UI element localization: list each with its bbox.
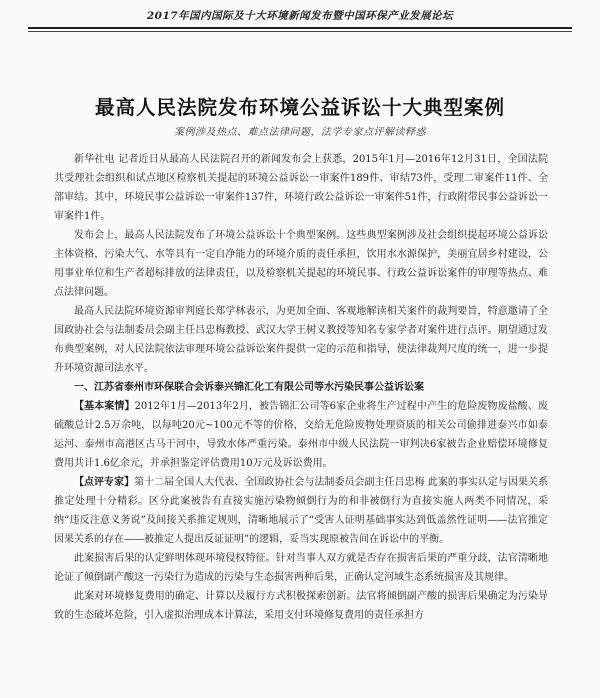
paragraph-case-facts [54,397,548,473]
running-header: 2017年国内国际及十大环境新闻发布暨中国环保产业发展论坛 [146,10,454,22]
paragraph-press-conference: 发布会上，最高人民法院发布了环境公益诉讼十个典型案例。这些典型案例涉及社会组织提起环境公益诉讼主体资格，污染大气、水等具有一定自净能力的环境介质的责任承担，饮用水水源保护，美丽宜居乡村建设，公用事业单位和生产者超标排放的法律责任，以及检察机关提起的环境民事、行政公益诉讼案件的审理等热点、难点法律问题。 [54,230,548,298]
article-title: 最高人民法院发布环境公益诉讼十大典型案例 [94,96,505,119]
header-rule [28,27,572,29]
article-body [54,150,548,625]
section-heading-case-1: 一、江苏省泰州市环保联合会诉泰兴锦汇化工有限公司等水污染民事公益诉讼案 [74,382,424,393]
article-subtitle: 案例涉及热点、难点法律问题，法学专家点评解读释惑 [174,127,426,138]
paragraph-restoration-cost: 此案对环境修复费用的确定、计算以及履行方式积极探索创新。法官将倾倒副产酸的损害后果确定为污染导致的生态破坏危险，引入虚拟治理成本计算法，采用支付环境修复费用的责任承担方 [54,591,548,621]
expert-comment-label: 【点评专家】 [74,477,135,488]
case-facts-label: 【基本案情】 [74,401,135,412]
header-rule-thin [28,31,572,32]
paragraph-expert-review: 最高人民法院环境资源审判庭长郑学林表示，为更加全面、客观地解读相关案件的裁判要旨，特意邀请了全国政协社会与法制委员会副主任吕忠梅教授、武汉大学王树义教授等知名专家学者对案件进行点评。期望通过发布典型案例，对人民法院依法审理环境公益诉讼案件提供一定的示范和指导，使法律裁判尺度的统一，进一步提升环境资源司法水平。 [54,306,548,374]
paragraph-damage-finding: 此案损害后果的认定鲜明体现环境侵权特征。针对当事人双方就是否存在损害后果的严重分歧，法官清晰地论证了倾倒副产酸这一污染行为造成的污染与生态损害两种后果，正确认定河域生态系统损害及其规律。 [54,553,548,583]
paragraph-expert-comment [54,473,548,549]
paragraph-intro: 新华社电 记者近日从最高人民法院召开的新闻发布会上获悉，2015年1月—2016年12月31日，全国法院共受理社会组织和试点地区检察机关提起的环境公益诉讼一审案件189件、审结73件，受理二审案件11件、全部审结。其中，环境民事公益诉讼一审案件137件，环境行政公益诉讼一审案件51件，行政附带民事公益诉讼一审案件1件。 [54,154,548,222]
expert-comment-text: 第十二届全国人大代表、全国政协社会与法制委员会副主任吕忠梅 此案的事实认定与因果关系推定处理十分精彩。区分此案被告有直接实施污染物倾倒行为的和非被倒行为直接实施人两类不同情况，采纳“违反注意义务说”及间接关系推定规则，清晰地展示了“受害人证明基础事实达到低盖然性证明——法官推定因果关系的存在——被推定人提出反证证明”的逻辑，妥当实现原被告间在诉讼中的平衡。 [54,477,548,545]
case-facts-text: 2012年1月—2013年2月，被告锦汇公司等6家企业将生产过程中产生的危险废物废盐酸、废硫酸总计2.5万余吨，以每吨20元~100元不等的价格，交给无危险废物处理资质的相关公司偷排进泰兴市如泰运河、泰州市高港区古马干河中，导致水体严重污染。泰州市中级人民法院一审判决6家被告企业赔偿环境修复费用共计1.6亿余元，并承担鉴定评估费用10万元及诉讼费用。 [54,401,548,469]
